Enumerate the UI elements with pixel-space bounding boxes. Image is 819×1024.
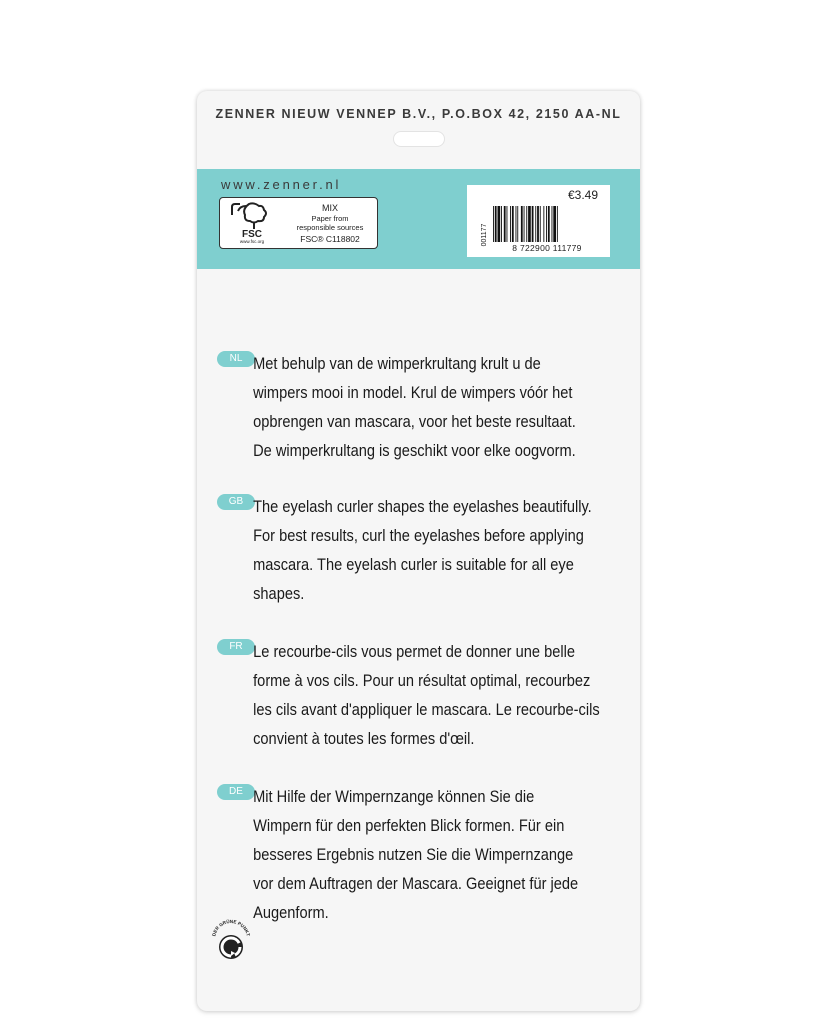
barcode-bar	[557, 206, 558, 242]
barcode-bar	[521, 206, 523, 242]
svg-text:FSC: FSC	[242, 229, 262, 240]
barcode-bar	[526, 206, 527, 242]
fsc-mix-label: MIX	[321, 203, 338, 213]
barcode-bar	[552, 206, 553, 242]
barcode-bar	[510, 206, 511, 242]
barcode-bar	[540, 206, 541, 242]
section-text-de: Mit Hilfe der Wimpernzange können Sie die Wimpern für den perfekten Blick formen. Für ein besseres Ergebnis nutzen Sie die Wimpernzange vor dem Auftragen der Mascara. Geeignet für jede Augenform.	[253, 787, 579, 922]
section-gb	[217, 492, 627, 608]
barcode-label	[467, 185, 610, 257]
svg-text:www.fsc.org: www.fsc.org	[239, 239, 265, 244]
barcode-bar	[512, 206, 514, 242]
section-fr	[217, 637, 627, 753]
barcode-bar	[524, 206, 525, 242]
fsc-description: Paper from responsible sources	[296, 214, 364, 232]
barcode-bar	[493, 206, 494, 242]
teal-info-band	[197, 169, 640, 269]
section-nl	[217, 349, 627, 465]
barcode-bar	[528, 206, 531, 242]
barcode-bar	[507, 206, 508, 242]
barcode-bar	[504, 206, 506, 242]
gruene-punkt-icon	[207, 915, 255, 963]
lang-badge-de: DE	[217, 784, 255, 800]
barcode-bar	[498, 206, 501, 242]
barcode-bar	[543, 206, 544, 242]
lang-badge-nl: NL	[217, 351, 255, 367]
section-text-nl: Met behulp van de wimperkrultang krult u de wimpers mooi in model. Krul de wimpers vóór het opbrengen van mascara, voor het beste resultaat. De wimperkrultang is geschikt voor elke oogvorm.	[253, 354, 576, 460]
barcode-bar	[535, 206, 536, 242]
fsc-tree-icon	[226, 201, 278, 245]
section-text-gb: The eyelash curler shapes the eyelashes beautifully. For best results, curl the eyelashes before applying mascara. The eyelash curler is suitable for all eye shapes.	[253, 497, 592, 603]
barcode-bar	[517, 206, 518, 242]
lang-badge-gb: GB	[217, 494, 255, 510]
price: €3.49	[567, 188, 598, 202]
barcode-bar	[501, 206, 502, 242]
packaging-card	[197, 91, 640, 1011]
lang-badge-fr: FR	[217, 639, 255, 655]
website-url: www.zenner.nl	[221, 177, 342, 192]
barcode-bar	[548, 206, 550, 242]
svg-text:DER GRÜNE PUNKT: DER GRÜNE PUNKT	[211, 918, 251, 937]
barcode-bar	[495, 206, 497, 242]
fsc-label	[219, 197, 378, 249]
barcode-side-code: 001177	[481, 223, 488, 247]
company-address: ZENNER NIEUW VENNEP B.V., P.O.BOX 42, 2150 AA-NL	[215, 107, 622, 121]
barcode-bar	[532, 206, 534, 242]
barcode-bar	[546, 206, 547, 242]
section-de	[217, 782, 627, 927]
barcode-bar	[537, 206, 539, 242]
barcode-bar	[553, 206, 556, 242]
fsc-code: FSC® C118802	[300, 234, 360, 244]
barcode-bars-icon	[491, 206, 603, 242]
barcode-number: 8 722900 111779	[512, 243, 582, 253]
barcode-bar	[516, 206, 517, 242]
section-text-fr: Le recourbe-cils vous permet de donner une belle forme à vos cils. Pour un résultat optimal, recourbez les cils avant d'appliquer le mascara. Le recourbe-cils convient à toutes les formes d'œil.	[253, 642, 600, 748]
hang-hole	[393, 131, 445, 147]
